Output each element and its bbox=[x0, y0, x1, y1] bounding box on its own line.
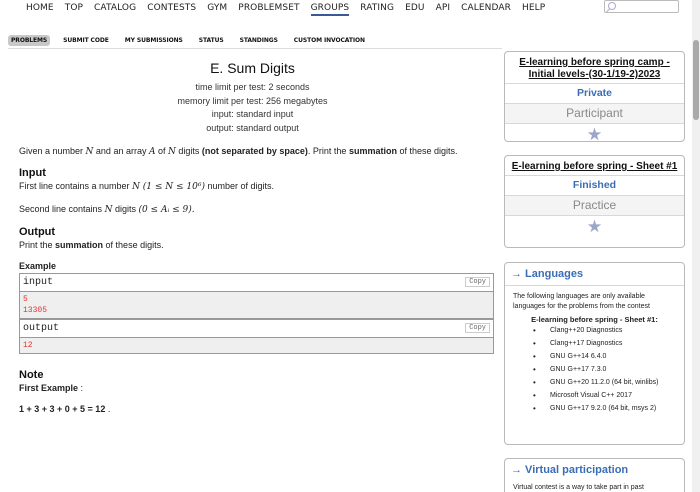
sample-input-header bbox=[19, 273, 494, 292]
favorite-star-button[interactable] bbox=[505, 123, 684, 142]
language-item: • GNU G++17 9.2.0 (64 bit, msys 2) bbox=[533, 404, 678, 414]
tab-submit-code[interactable]: SUBMIT CODE bbox=[63, 36, 109, 44]
contest-info-box-2 bbox=[504, 155, 685, 248]
tab-custom-invocation[interactable]: CUSTOM INVOCATION bbox=[293, 36, 365, 44]
output-spec: Print the summation of these digits. bbox=[19, 240, 164, 250]
nav-home[interactable]: HOME bbox=[26, 2, 54, 13]
time-limit: time limit per test: 2 seconds bbox=[195, 82, 310, 92]
problem-limits bbox=[11, 81, 494, 135]
nav-calendar[interactable]: CALENDAR bbox=[461, 2, 511, 13]
contest-visibility: Private bbox=[505, 83, 684, 103]
sample-input-line: 5 bbox=[23, 295, 28, 304]
sample-tests bbox=[19, 273, 494, 354]
nav-edu[interactable]: EDU bbox=[405, 2, 425, 13]
languages-contest: E-learning before spring - Sheet #1: bbox=[531, 315, 658, 324]
top-menu bbox=[0, 3, 556, 16]
sample-output-body bbox=[19, 338, 494, 354]
input-file: input: standard input bbox=[211, 109, 294, 119]
contest-role: Participant bbox=[505, 103, 684, 123]
tab-problems[interactable]: PROBLEMS bbox=[8, 35, 50, 46]
nav-rating[interactable]: RATING bbox=[360, 2, 395, 13]
language-item: • Microsoft Visual C++ 2017 bbox=[533, 391, 678, 401]
star-icon bbox=[588, 128, 602, 142]
problem-title: E. Sum Digits bbox=[210, 60, 295, 76]
memory-limit: memory limit per test: 256 megabytes bbox=[177, 95, 328, 106]
problem-subnav bbox=[8, 33, 502, 47]
virtual-text: Virtual contest is a way to take part in past bbox=[513, 484, 644, 491]
star-icon bbox=[588, 220, 602, 234]
sample-input-line: 13305 bbox=[23, 306, 48, 315]
nav-contests[interactable]: CONTESTS bbox=[147, 2, 197, 13]
languages-intro: The following languages are only available languages for the problems from the contest bbox=[513, 293, 650, 310]
search-input[interactable] bbox=[604, 0, 679, 13]
virtual-participation-box bbox=[504, 458, 685, 492]
languages-box bbox=[504, 262, 685, 445]
contest-mode: Practice bbox=[505, 195, 684, 215]
note-calculation: 1 + 3 + 3 + 0 + 5 = 12 . bbox=[19, 404, 111, 414]
output-file: output: standard output bbox=[206, 122, 299, 133]
languages-heading: → Languages bbox=[505, 263, 684, 286]
nav-catalog[interactable]: CATALOG bbox=[94, 2, 137, 13]
language-item: • GNU G++20 11.2.0 (64 bit, winlibs) bbox=[533, 378, 678, 388]
language-item: • Clang++17 Diagnostics bbox=[533, 339, 678, 349]
input-spec-line2: Second line contains N digits (0 ≤ Aᵢ ≤ 9). bbox=[19, 204, 195, 215]
sample-output-line: 12 bbox=[23, 341, 33, 350]
nav-help[interactable]: HELP bbox=[521, 2, 546, 13]
sample-output-label: output bbox=[23, 323, 60, 334]
subnav-divider bbox=[8, 48, 502, 49]
favorite-star-button[interactable] bbox=[505, 215, 684, 237]
note-first-example: First Example : bbox=[19, 383, 84, 393]
nav-api[interactable]: API bbox=[435, 2, 451, 13]
copy-output-button[interactable]: Copy bbox=[465, 323, 490, 333]
sample-input-label: input bbox=[23, 277, 54, 288]
nav-problemset[interactable]: PROBLEMSET bbox=[238, 2, 300, 13]
problem-statement bbox=[19, 60, 494, 414]
contest-status: Finished bbox=[505, 175, 684, 195]
sample-output-header bbox=[19, 319, 494, 338]
example-heading: Example bbox=[19, 261, 57, 271]
note-heading: Note bbox=[19, 369, 44, 381]
virtual-heading: → Virtual participation bbox=[511, 464, 629, 476]
top-nav bbox=[0, 0, 700, 18]
language-item: • GNU G++14 6.4.0 bbox=[533, 352, 678, 362]
languages-list bbox=[505, 326, 684, 414]
nav-groups[interactable]: GROUPS bbox=[311, 3, 350, 16]
nav-gym[interactable]: GYM bbox=[207, 2, 228, 13]
tab-status[interactable]: STATUS bbox=[198, 36, 224, 44]
sample-input-body bbox=[19, 292, 494, 319]
contest-info-box-1 bbox=[504, 51, 685, 142]
input-spec-line1: First line contains a number N (1 ≤ N ≤ 10⁶) number of digits. bbox=[19, 181, 275, 192]
language-item: • GNU G++17 7.3.0 bbox=[533, 365, 678, 375]
contest-title-link[interactable]: E-learning before spring camp - Initial levels-(30-1/19-2)2023 bbox=[519, 57, 670, 80]
copy-input-button[interactable]: Copy bbox=[465, 277, 490, 287]
input-heading: Input bbox=[19, 167, 46, 179]
tab-my-submissions[interactable]: MY SUBMISSIONS bbox=[124, 36, 183, 44]
problem-legend: Given a number N and an array A of N digits (not separated by space). Print the summation of these digits. bbox=[19, 146, 458, 157]
scrollbar-thumb[interactable] bbox=[693, 40, 699, 120]
contest-title-link[interactable]: E-learning before spring - Sheet #1 bbox=[511, 161, 678, 172]
language-item: • Clang++20 Diagnostics bbox=[533, 326, 678, 336]
nav-top[interactable]: TOP bbox=[64, 2, 84, 13]
output-heading: Output bbox=[19, 226, 56, 238]
tab-standings[interactable]: STANDINGS bbox=[239, 36, 278, 44]
search-icon bbox=[608, 2, 616, 10]
